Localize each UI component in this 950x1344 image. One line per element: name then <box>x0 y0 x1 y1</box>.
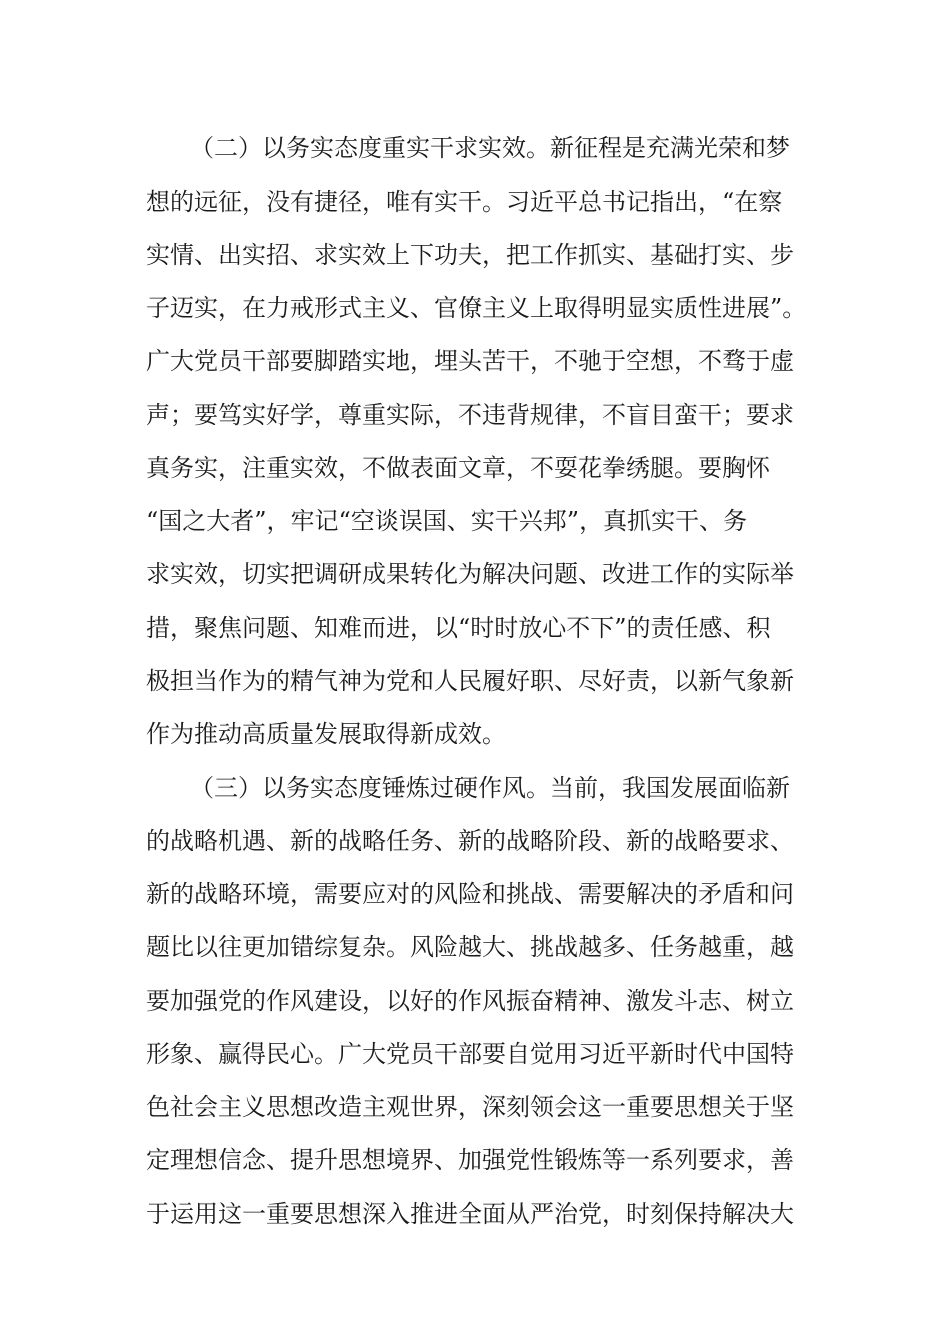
paragraph-3-line-9: 于运用这一重要思想深入推进全面从严治党，时刻保持解决大 <box>146 1200 794 1228</box>
paragraph-3-line-4: 题比以往更加错综复杂。风险越大、挑战越多、任务越重，越 <box>146 933 794 961</box>
paragraph-2-line-5: 广大党员干部要脚踏实地，埋头苦干，不驰于空想，不骛于虚 <box>146 347 794 375</box>
paragraph-2-line-1: （二）以务实态度重实干求实效。新征程是充满光荣和梦 <box>190 134 790 162</box>
paragraph-3-line-2: 的战略机遇、新的战略任务、新的战略阶段、新的战略要求、 <box>146 827 794 855</box>
paragraph-2-line-8: “国之大者”，牢记“空谈误国、实干兴邦”，真抓实干、务 <box>146 507 748 535</box>
paragraph-3-line-1: （三）以务实态度锤炼过硬作风。当前，我国发展面临新 <box>190 774 790 802</box>
paragraph-2-line-9: 求实效，切实把调研成果转化为解决问题、改进工作的实际举 <box>146 560 794 588</box>
paragraph-2-line-4: 子迈实，在力戒形式主义、官僚主义上取得明显实质性进展”。 <box>146 294 807 322</box>
paragraph-3-line-6: 形象、赢得民心。广大党员干部要自觉用习近平新时代中国特 <box>146 1040 794 1068</box>
paragraph-2-line-10: 措，聚焦问题、知难而进，以“时时放心不下”的责任感、积 <box>146 614 771 642</box>
paragraph-3-line-7: 色社会主义思想改造主观世界，深刻领会这一重要思想关于坚 <box>146 1093 794 1121</box>
paragraph-3-line-3: 新的战略环境，需要应对的风险和挑战、需要解决的矛盾和问 <box>146 880 794 908</box>
paragraph-3-line-8: 定理想信念、提升思想境界、加强党性锻炼等一系列要求，善 <box>146 1146 794 1174</box>
paragraph-2-line-6: 声；要笃实好学，尊重实际，不违背规律，不盲目蛮干；要求 <box>146 401 794 429</box>
paragraph-2-line-2: 想的远征，没有捷径，唯有实干。习近平总书记指出，“在察 <box>146 188 783 216</box>
paragraph-3-line-5: 要加强党的作风建设，以好的作风振奋精神、激发斗志、树立 <box>146 987 794 1015</box>
paragraph-2-line-7: 真务实，注重实效，不做表面文章，不耍花拳绣腿。要胸怀 <box>146 454 770 482</box>
paragraph-2-line-11: 极担当作为的精气神为党和人民履好职、尽好责，以新气象新 <box>146 667 794 695</box>
paragraph-2-line-12: 作为推动高质量发展取得新成效。 <box>146 720 506 748</box>
paragraph-2-line-3: 实情、出实招、求实效上下功夫，把工作抓实、基础打实、步 <box>146 241 794 269</box>
